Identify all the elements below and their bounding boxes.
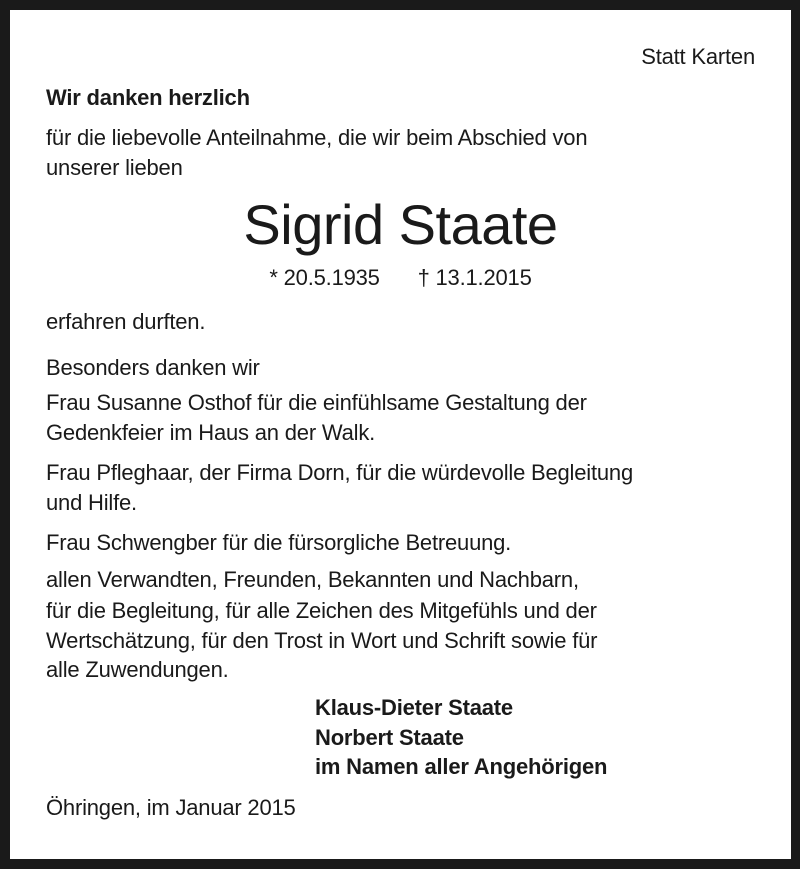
intro-line: unserer lieben <box>46 155 183 180</box>
deceased-name: Sigrid Staate <box>243 193 558 256</box>
intro-line: für die liebevolle Anteilnahme, die wir beim Abschied von <box>46 125 588 150</box>
signature: Klaus-Dieter Staate <box>315 695 513 720</box>
paragraph-line: Gedenkfeier im Haus an der Walk. <box>46 420 376 445</box>
paragraph-line: Frau Schwengber für die fürsorgliche Betreuung. <box>46 530 512 555</box>
special-thanks: Besonders danken wir <box>46 355 260 380</box>
paragraph-line: allen Verwandten, Freunden, Bekannten und Nachbarn, <box>46 567 579 592</box>
signature: Norbert Staate <box>315 725 464 750</box>
paragraph-line: Frau Pfleghaar, der Firma Dorn, für die würdevolle Begleitung <box>46 460 633 485</box>
notice-card <box>10 10 791 859</box>
birth-date: * 20.5.1935 <box>269 265 380 290</box>
paragraph-line: Wertschätzung, für den Trost in Wort und Schrift sowie für <box>46 628 598 653</box>
paragraph-line: für die Begleitung, für alle Zeichen des Mitgefühls und der <box>46 598 597 623</box>
heading: Wir danken herzlich <box>46 85 250 110</box>
place-date: Öhringen, im Januar 2015 <box>46 795 296 820</box>
life-dates <box>10 265 791 291</box>
after-name: erfahren durften. <box>46 309 206 334</box>
death-date: † 13.1.2015 <box>417 265 532 290</box>
statt-karten: Statt Karten <box>641 44 755 69</box>
signature: im Namen aller Angehörigen <box>315 754 608 779</box>
paragraph-line: Frau Susanne Osthof für die einfühlsame Gestaltung der <box>46 390 587 415</box>
paragraph-line: und Hilfe. <box>46 490 137 515</box>
paragraph-line: alle Zuwendungen. <box>46 657 229 682</box>
